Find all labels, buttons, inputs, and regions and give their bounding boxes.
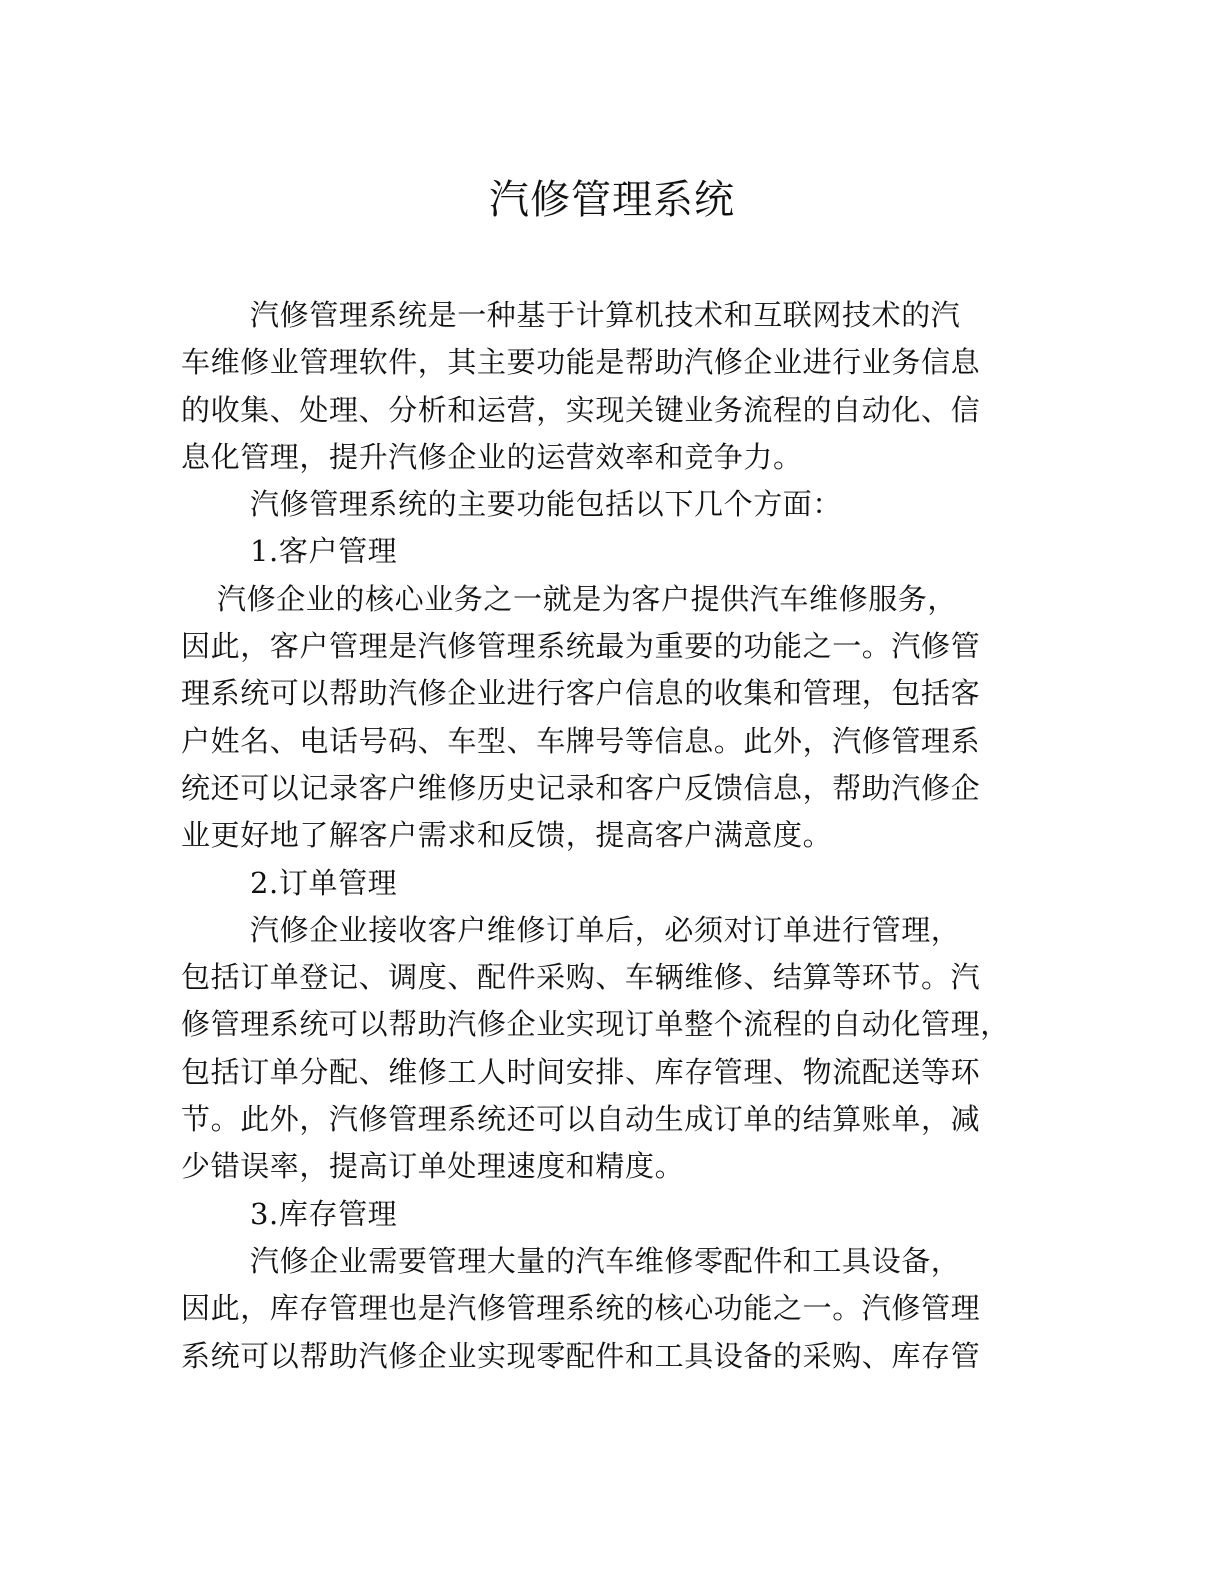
text-line: 少错误率，提高订单处理速度和精度。 [181, 1149, 685, 1184]
text-line: 节。此外，汽修管理系统还可以自动生成订单的结算账单，减 [181, 1102, 981, 1137]
text-line: 3.库存管理 [250, 1196, 398, 1231]
text-line: 1.客户管理 [250, 534, 398, 569]
text-line: 户姓名、电话号码、车型、车牌号等信息。此外，汽修管理系 [181, 723, 981, 758]
text-line: 修管理系统可以帮助汽修企业实现订单整个流程的自动化管理， [181, 1007, 1010, 1042]
document-title: 汽修管理系统 [489, 177, 735, 223]
text-line: 汽修管理系统是一种基于计算机技术和互联网技术的汽 [250, 298, 961, 332]
text-line: 因此，客户管理是汽修管理系统最为重要的功能之一。汽修管 [181, 629, 981, 664]
text-line: 包括订单登记、调度、配件采购、车辆维修、结算等环节。汽 [181, 960, 981, 995]
text-line: 理系统可以帮助汽修企业进行客户信息的收集和管理，包括客 [181, 676, 981, 711]
text-line: 息化管理，提升汽修企业的运营效率和竞争力。 [181, 439, 803, 474]
text-line: 系统可以帮助汽修企业实现零配件和工具设备的采购、库存管 [181, 1338, 981, 1373]
text-line: 2.订单管理 [250, 865, 398, 900]
text-line: 的收集、处理、分析和运营，实现关键业务流程的自动化、信 [181, 392, 981, 427]
text-line: 统还可以记录客户维修历史记录和客户反馈信息，帮助汽修企 [181, 770, 981, 805]
text-line: 汽修企业的核心业务之一就是为客户提供汽车维修服务， [217, 581, 958, 616]
text-line: 汽修管理系统的主要功能包括以下几个方面： [250, 487, 843, 522]
text-line: 车维修业管理软件，其主要功能是帮助汽修企业进行业务信息 [181, 345, 981, 380]
text-line: 因此，库存管理也是汽修管理系统的核心功能之一。汽修管理 [181, 1291, 981, 1326]
text-line: 业更好地了解客户需求和反馈，提高客户满意度。 [181, 818, 833, 853]
document-body [181, 292, 1041, 1380]
text-line: 汽修企业接收客户维修订单后，必须对订单进行管理， [250, 912, 961, 947]
text-line: 包括订单分配、维修工人时间安排、库存管理、物流配送等环 [181, 1054, 981, 1089]
text-line: 汽修企业需要管理大量的汽车维修零配件和工具设备， [250, 1243, 961, 1278]
